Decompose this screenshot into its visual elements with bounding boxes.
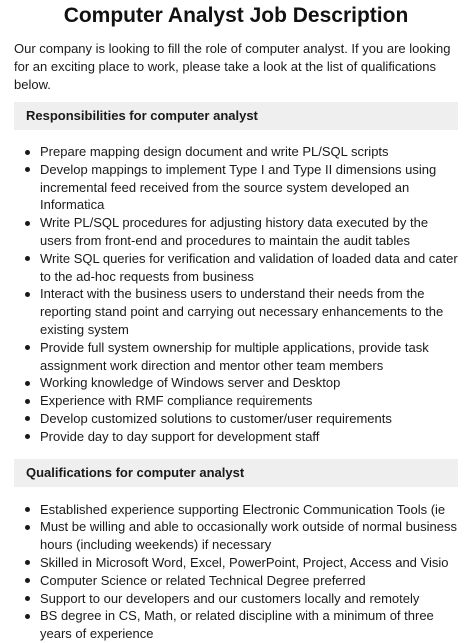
list-item: Interact with the business users to understand their needs from the reporting stand point and carrying out necessary enhancements to the existing system [14, 285, 458, 338]
list-item: Skilled in Microsoft Word, Excel, PowerPoint, Project, Access and Visio [14, 554, 458, 572]
list-item: Must be willing and able to occasionally work outside of normal business hours (including weekends) if necessary [14, 518, 458, 554]
list-item: Write SQL queries for verification and validation of loaded data and cater to the ad-hoc requests from business [14, 250, 458, 286]
qualifications-list [14, 501, 458, 643]
list-item: Established experience supporting Electronic Communication Tools (ie [14, 501, 458, 519]
qualifications-heading: Qualifications for computer analyst [14, 459, 458, 487]
page-title: Computer Analyst Job Description [63, 4, 409, 27]
responsibilities-list [14, 143, 458, 446]
list-item: Support to our developers and our customers locally and remotely [14, 590, 458, 608]
list-item: Write PL/SQL procedures for adjusting history data executed by the users from front-end and procedures to maintain the audit tables [14, 214, 458, 250]
list-item: Computer Science or related Technical Degree preferred [14, 572, 458, 590]
responsibilities-heading: Responsibilities for computer analyst [14, 102, 458, 130]
list-item: Experience with RMF compliance requirements [14, 392, 458, 410]
list-item: Provide full system ownership for multiple applications, provide task assignment work direction and mentor other team members [14, 339, 458, 375]
list-item: BS degree in CS, Math, or related discipline with a minimum of three years of experience [14, 607, 458, 643]
list-item: Working knowledge of Windows server and Desktop [14, 374, 458, 392]
list-item: Provide day to day support for development staff [14, 428, 458, 446]
intro-paragraph: Our company is looking to fill the role of computer analyst. If you are looking for an exciting place to work, please take a look at the list of qualifications below. [14, 41, 451, 92]
list-item: Develop mappings to implement Type I and Type II dimensions using incremental feed received from the source system developed an Informatica [14, 161, 458, 214]
list-item: Develop customized solutions to customer/user requirements [14, 410, 458, 428]
list-item: Prepare mapping design document and write PL/SQL scripts [14, 143, 458, 161]
